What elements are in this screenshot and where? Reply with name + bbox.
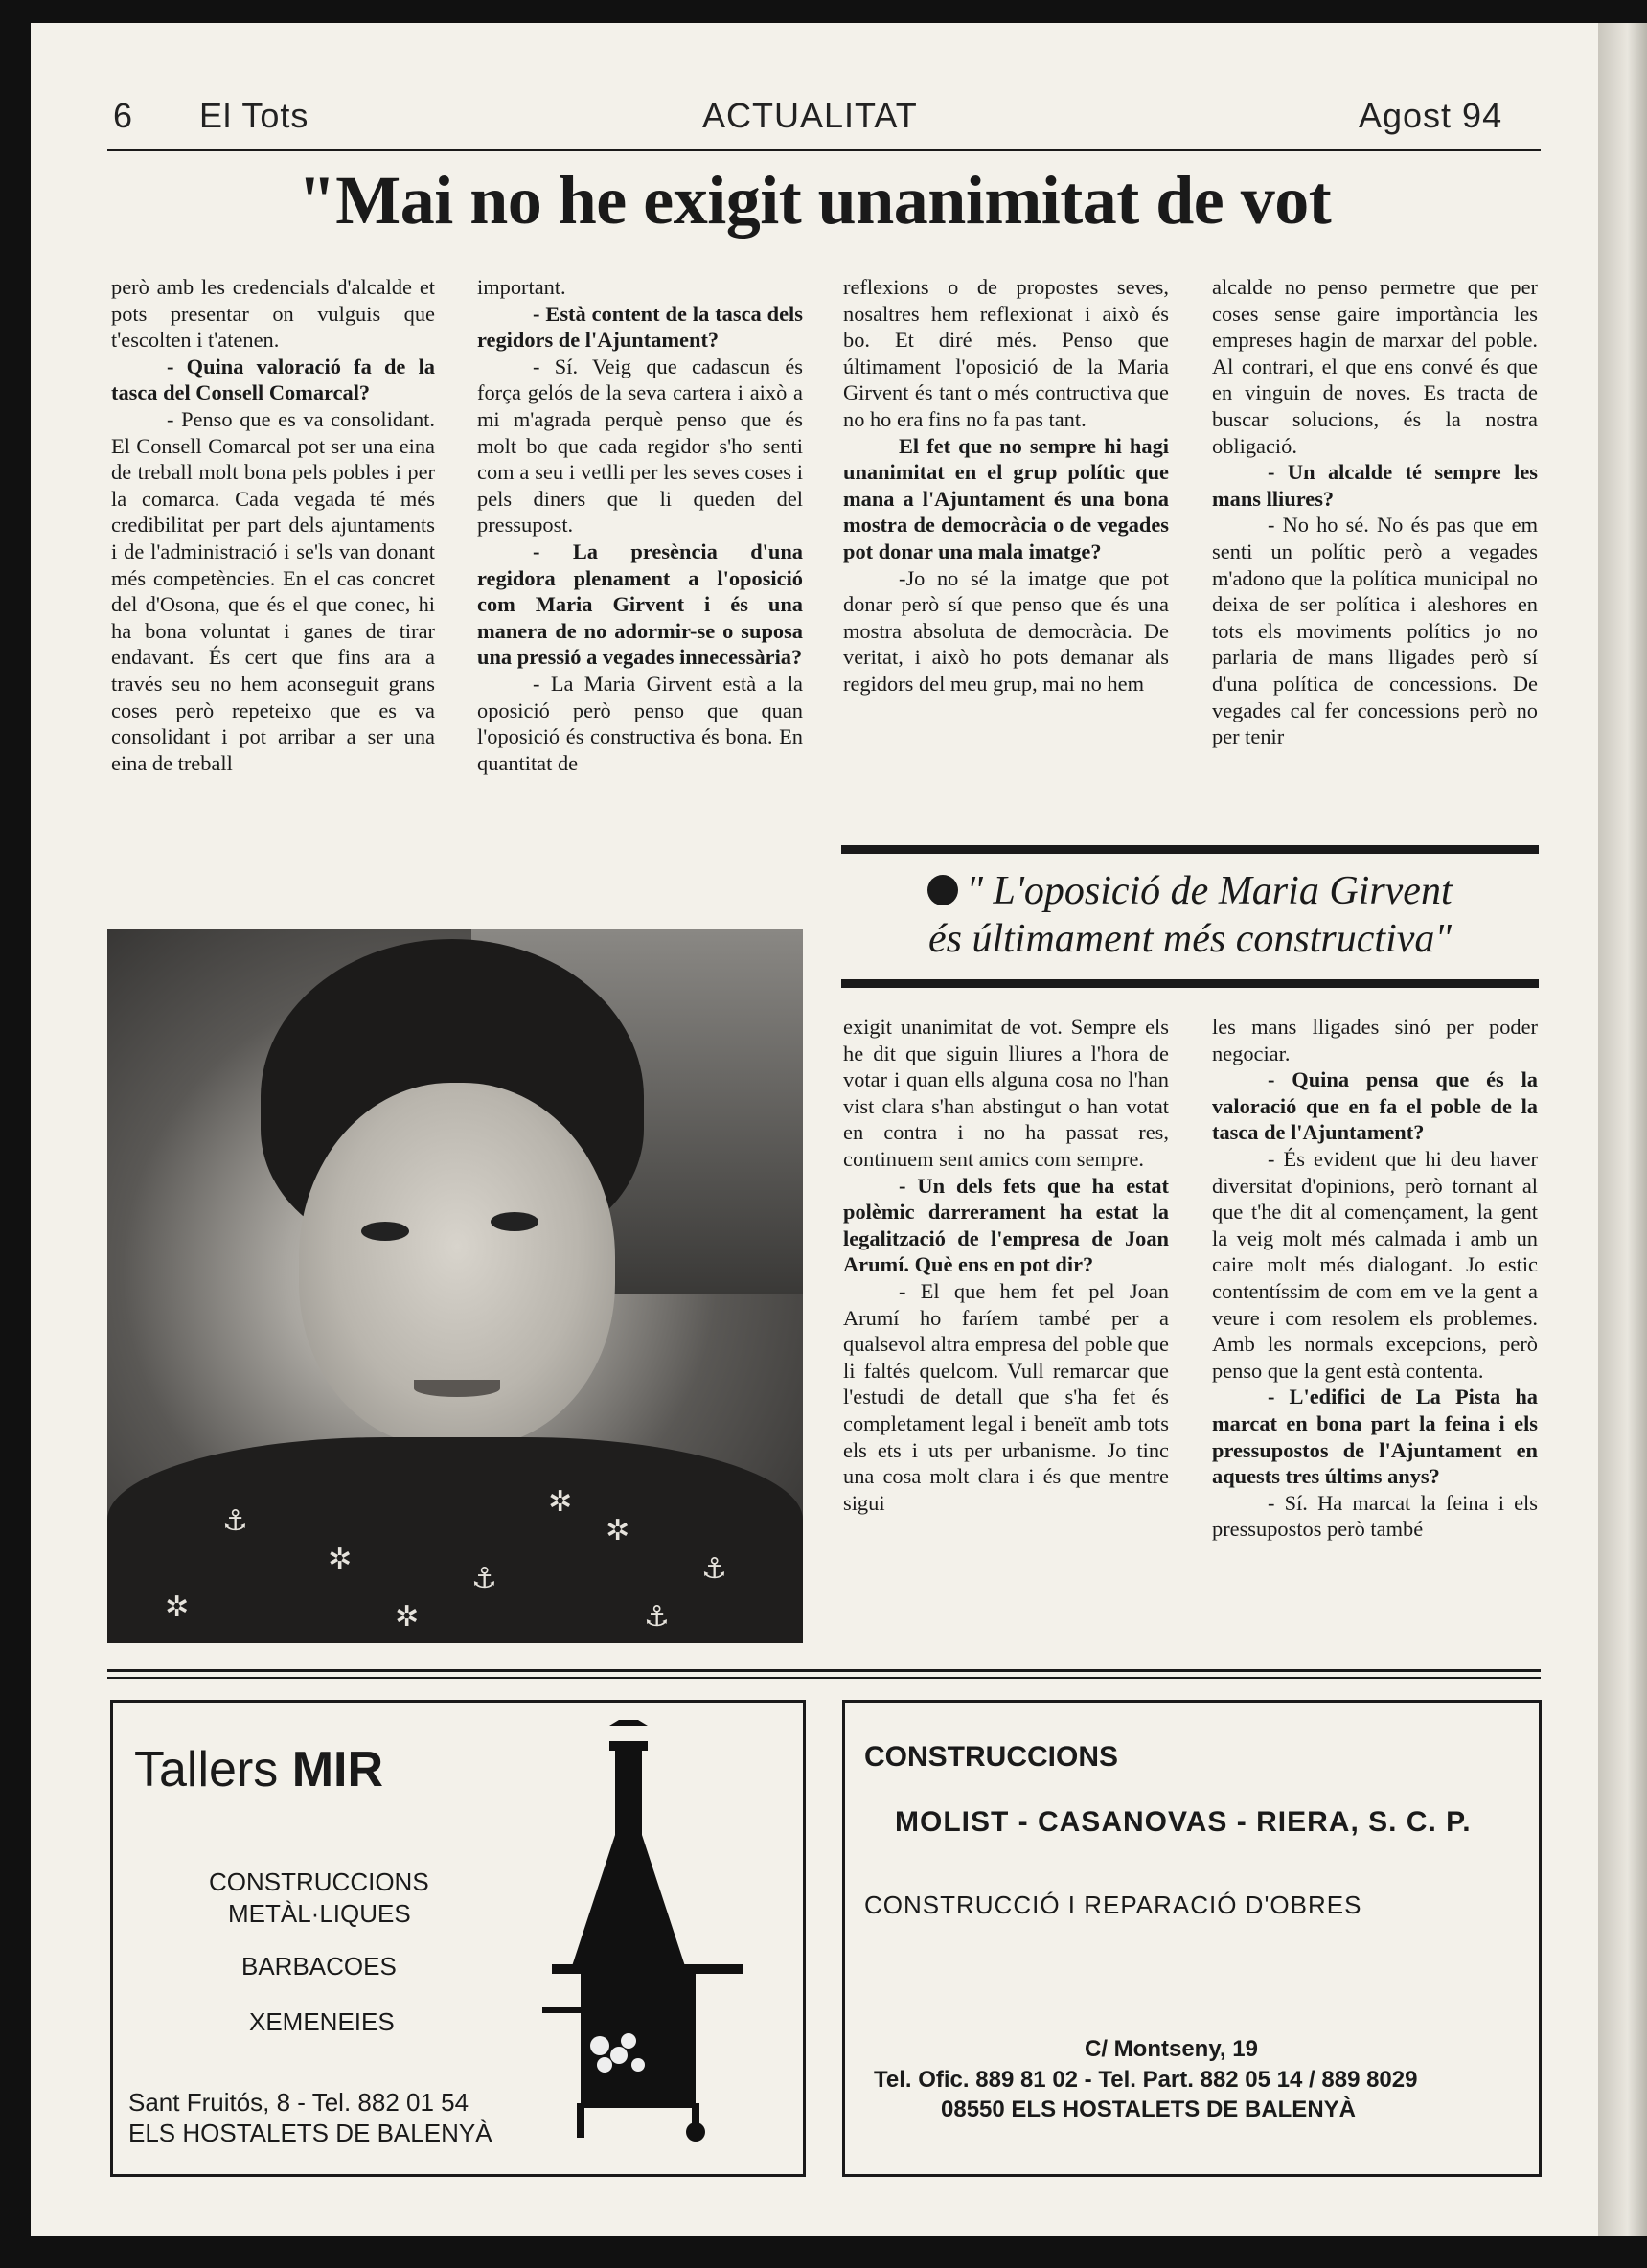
article-column-3 xyxy=(843,274,1169,811)
continued-text-paragraph: les mans lligades sinó per poder negociar. xyxy=(1212,1015,1538,1065)
section-name: ACTUALITAT xyxy=(702,96,918,135)
ad-town: ELS HOSTALETS DE BALENYÀ xyxy=(128,2119,492,2147)
question-paragraph: - La presència d'una regidora plenament a l'oposició com Maria Girvent i és una manera de no adormir-se o suposa una pressió a vegades innecessària? xyxy=(477,538,803,670)
question-paragraph: El fet que no sempre hi hagi unanimitat en el grup polític que mana a l'Ajuntament és una bona mostra de democràcia o de vegades pot donar una mala imatge? xyxy=(843,433,1169,563)
pull-quote-rule-bottom xyxy=(841,979,1539,988)
article-column-5 xyxy=(843,1014,1169,1627)
header-rule xyxy=(107,149,1541,151)
answer-paragraph: - Penso que es va consolidant. El Consell Comarcal pot ser una eina de treball molt bona pels pobles i per la comarca. Cada vegada té més credibilitat per part dels ajuntaments i de l'administració i se'ls van donant més competències. En el cas concret del d'Osona, que és el que conec, hi ha bona voluntat i ganes de tirar endavant. És cert que fins ara a través seu no hem aconseguit grans coses però repeteixo que es va consolidant i pot arribar a ser una eina de treball xyxy=(111,406,435,775)
issue-date: Agost 94 xyxy=(1359,96,1503,135)
barbecue-icon xyxy=(542,1720,772,2142)
article-column-4 xyxy=(1212,274,1538,811)
pull-quote-rule-top xyxy=(841,845,1539,854)
answer-paragraph: - Sí. Ha marcat la feina i els pressupostos però també xyxy=(1212,1490,1538,1542)
answer-paragraph: - És evident que hi deu haver diversitat d'opinions, però tornant al que t'he dit al començament, la gent la veig molt més calmada i amb un caire molt més dialogant. Jo estic contentíssim de com em ve la gent a veure i com resolem els problemes. Amb les normals excepcions, però penso que la gent està contenta. xyxy=(1212,1146,1538,1383)
continued-text-paragraph: però amb les credencials d'alcalde et pots presentar on vulguis que t'escolten i t'atenen. xyxy=(111,275,435,353)
ad-brand: Tallers MIR xyxy=(134,1742,384,1798)
ad-street: C/ Montseny, 19 xyxy=(1085,2036,1258,2062)
ad-service: CONSTRUCCIÓ I REPARACIÓ D'OBRES xyxy=(864,1890,1362,1919)
ad-town: 08550 ELS HOSTALETS DE BALENYÀ xyxy=(941,2096,1356,2122)
headline: "Mai no he exigit unanimitat de vot xyxy=(297,162,1332,239)
ad-line-barbacoes: BARBACOES xyxy=(241,1952,397,1981)
article-column-1 xyxy=(111,274,435,887)
ads-divider-bottom xyxy=(107,1677,1541,1679)
pull-quote xyxy=(841,867,1539,963)
ad-title: CONSTRUCCIONS xyxy=(864,1741,1119,1773)
page-number: 6 xyxy=(113,96,134,135)
publication-name: El Tots xyxy=(199,96,309,135)
page-spine xyxy=(1598,23,1647,2236)
ad-company: MOLIST - CASANOVAS - RIERA, S. C. P. xyxy=(895,1806,1472,1838)
question-paragraph: - Quina valoració fa de la tasca del Consell Comarcal? xyxy=(111,354,435,405)
ad-line-xemeneies: XEMENEIES xyxy=(249,2007,395,2036)
question-paragraph: - Un alcalde té sempre les mans lliures? xyxy=(1212,460,1538,511)
bullet-icon xyxy=(927,875,958,905)
question-paragraph: - Un dels fets que ha estat polèmic darrerament ha estat la legalització de l'empresa de Joan Arumí. Què ens en pot dir? xyxy=(843,1173,1169,1277)
ad-tallers-mir xyxy=(110,1700,806,2177)
question-paragraph: - L'edifici de La Pista ha marcat en bona part la feina i els pressupostos de l'Ajuntament en aquests tres últims anys? xyxy=(1212,1385,1538,1489)
article-column-2 xyxy=(477,274,803,887)
answer-paragraph: - Sí. Veig que cadascun és força gelós de la seva cartera i això a mi m'agrada perquè penso que és molt bo que cada regidor s'ho senti com a seu i vetlli per les seves coses i pels diners que li queden del pressupost. xyxy=(477,354,803,538)
answer-paragraph: - No ho sé. No és pas que em senti un polític però a vegades m'adono que la política municipal no deixa de ser política i aleshores en tots els moviments polítics jo no parlaria de mans lligades però sí d'una política de concessions. De vegades cal fer concessions però no per tenir xyxy=(1212,513,1538,749)
question-paragraph: - Està content de la tasca dels regidors de l'Ajuntament? xyxy=(477,301,803,353)
continued-text-paragraph: important. xyxy=(477,275,566,299)
ad-line-metalliques: METÀL·LIQUES xyxy=(228,1899,411,1928)
article-column-6 xyxy=(1212,1014,1538,1627)
ad-construccions-molist xyxy=(842,1700,1542,2177)
interviewee-photo: ⚓ ✲ ⚓ ✲ ⚓ ✲ ✲ ⚓ ✲ xyxy=(107,929,803,1643)
continued-text-paragraph: exigit unanimitat de vot. Sempre els he dit que siguin lliures a l'hora de votar i quan ells alguna cosa no l'han vist clara s'han abstingut o han votat en contra i no ha passat res, continuem sent amics com sempre. xyxy=(843,1015,1169,1171)
pull-quote-line-2: és últimament més constructiva" xyxy=(927,917,1453,961)
ad-phones: Tel. Ofic. 889 81 02 - Tel. Part. 882 05 14 / 889 8029 xyxy=(874,2067,1418,2093)
answer-paragraph: - El que hem fet pel Joan Arumí ho faríem també per a qualsevol altra empresa del poble que li faltés quelcom. Vull remarcar que l'estudi de detall que s'ha fet és completament legal i beneït amb tots els ets i uts per urbanisme. Jo tinc una cosa molt clara i és que mentre sigui xyxy=(843,1278,1169,1515)
answer-paragraph: -Jo no sé la imatge que pot donar però sí que penso que és una mostra absoluta de democràcia. De veritat, i això ho pots demanar als regidors del meu grup, mai no hem xyxy=(843,565,1169,696)
ad-line-construccions: CONSTRUCCIONS xyxy=(209,1867,429,1896)
continued-text-paragraph: reflexions o de propostes seves, nosaltres hem reflexionat i això és bo. Et diré més. Penso que últimament l'oposició de la Maria Girvent és tant o més contructiva que no ho era fins no fa pas tant. xyxy=(843,275,1169,431)
pull-quote-line-1: " L'oposició de Maria Girvent xyxy=(966,869,1453,913)
answer-paragraph: - La Maria Girvent està a la oposició però penso que quan l'oposició és constructiva és bona. En quantitat de xyxy=(477,671,803,775)
ads-divider-top xyxy=(107,1669,1541,1672)
ad-address: Sant Fruitós, 8 - Tel. 882 01 54 xyxy=(128,2088,469,2117)
continued-text-paragraph: alcalde no penso permetre que per coses sense gaire importància les empreses hagin de marxar del poble. Al contrari, el que ens convé és que en vinguin de noves. Es tracta de buscar solucions, és la nostra obligació. xyxy=(1212,275,1538,458)
question-paragraph: - Quina pensa que és la valoració que en fa el poble de la tasca de l'Ajuntament? xyxy=(1212,1067,1538,1145)
